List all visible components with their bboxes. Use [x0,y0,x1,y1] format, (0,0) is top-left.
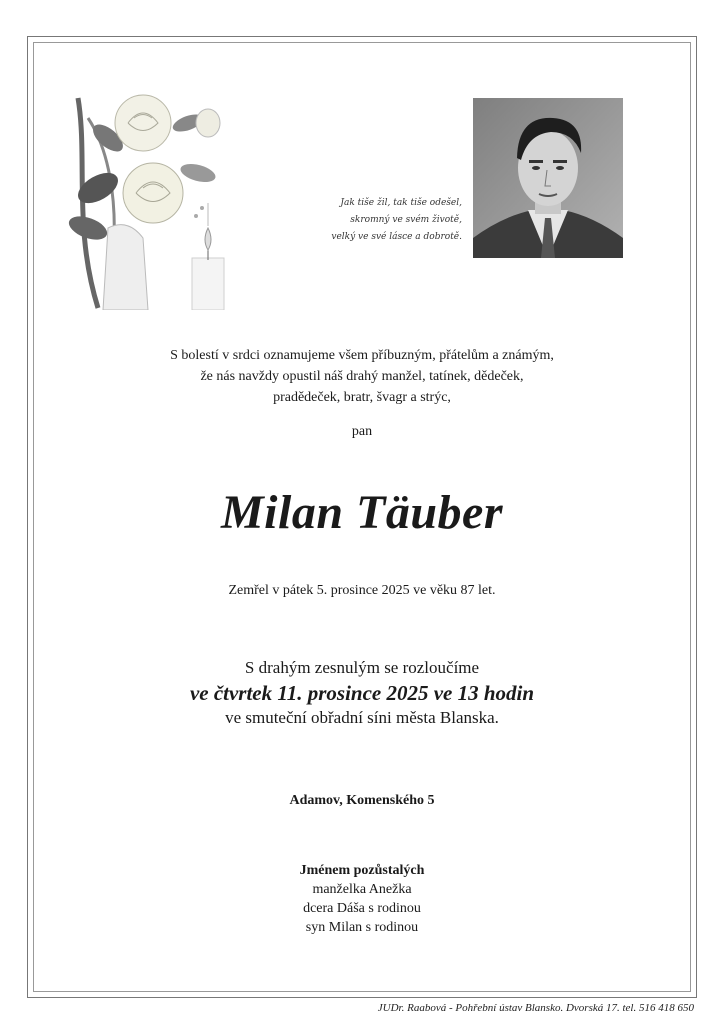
deceased-name: Milan Täuber [220,486,504,539]
mourner-name: dcera Dáša s rodinou [303,901,421,916]
announcement-line: že nás navždy opustil náš drahý manžel, tatínek, dědeček, [200,369,524,384]
poem [262,195,462,246]
portrait-icon [473,98,623,258]
roses-candle-decoration-icon [68,78,240,310]
funeral-service-footer: JUDr. Raabová - Pohřební ústav Blansko. Dvorská 17. tel. 516 418 650 [377,1002,694,1014]
poem-line: skromný ve svém životě, [350,215,462,225]
mourner-name: syn Milan s rodinou [305,920,419,935]
death-notice: Zemřel v pátek 5. prosince 2025 ve věku 87 let. [228,583,496,598]
farewell-info [0,656,724,730]
announcement-line: S bolestí v srdci oznamujeme všem příbuzným, přátelům a známým, [170,348,554,363]
honorific: pan [351,424,373,439]
announcement-line: pradědeček, bratr, švagr a strýc, [273,390,451,405]
address: Adamov, Komenského 5 [289,793,435,808]
mourners-heading: Jménem pozůstalých [299,863,425,878]
poem-line: Jak tiše žil, tak tiše odešel, [340,198,462,208]
farewell-datetime: ve čtvrtek 11. prosince 2025 ve 13 hodin [189,681,535,705]
portrait-photo [473,98,623,258]
mourners [0,861,724,937]
farewell-intro: S drahým zesnulým se rozloučíme [244,658,480,677]
announcement-text [0,345,724,408]
poem-line: velký ve své lásce a dobrotě. [331,232,462,242]
farewell-place: ve smuteční obřadní síni města Blanska. [225,708,499,727]
mourner-name: manželka Anežka [312,882,412,897]
